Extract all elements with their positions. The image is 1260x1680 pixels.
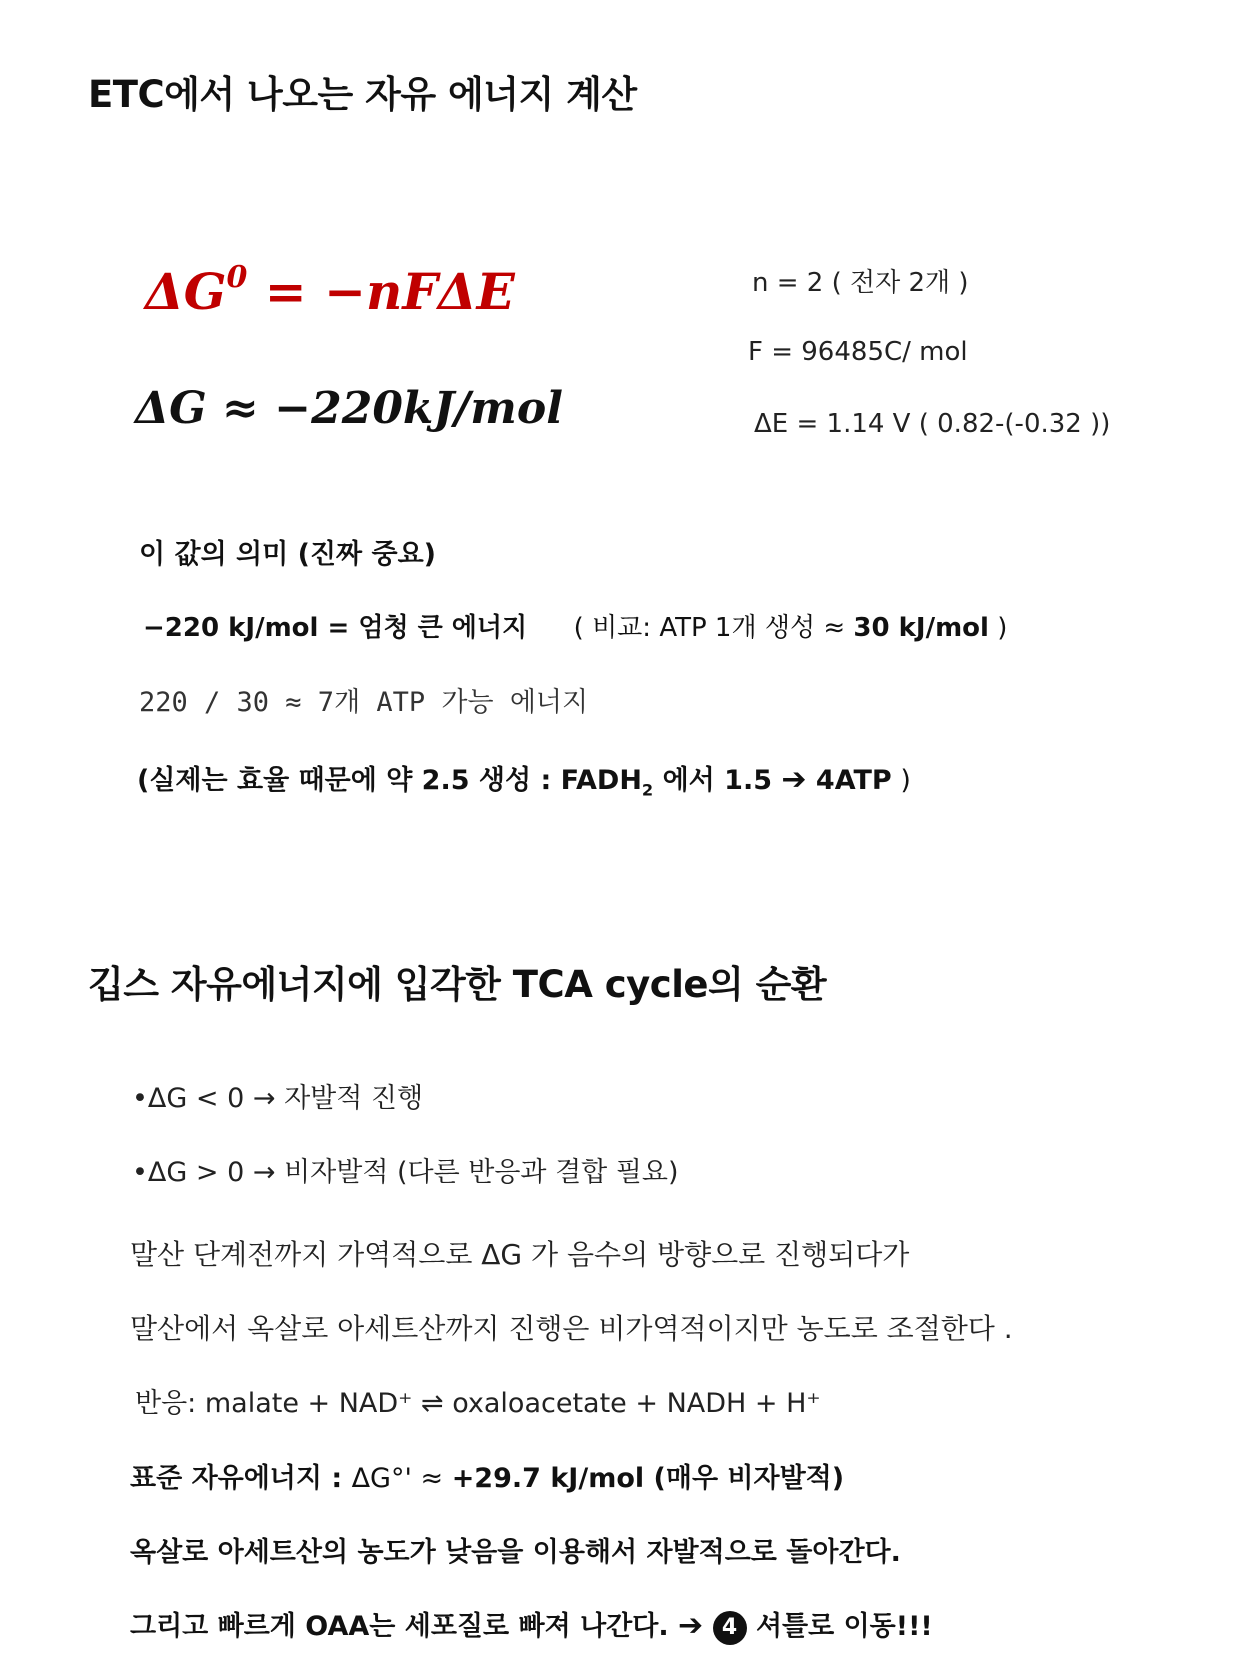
actual-line-b: 에서 1.5 xyxy=(653,765,782,796)
actual-line-sub: 2 xyxy=(641,780,654,800)
equation-main xyxy=(145,262,515,321)
paragraph-1: 말산 단계전까지 가역적으로 ΔG 가 음수의 방향으로 진행되다가 xyxy=(130,1238,910,1271)
circled-number-four-icon: 4 xyxy=(713,1611,747,1645)
right-arrow-icon: ➔ xyxy=(678,1608,704,1643)
equation-main-rhs: = −nFΔE xyxy=(247,262,515,321)
right-arrow-icon: ➔ xyxy=(781,762,807,797)
actual-line-a: (실제는 효율 때문에 약 2.5 생성 : FADH xyxy=(137,765,642,796)
final-line-b: 셔틀로 이동!!! xyxy=(755,1611,933,1642)
section2-heading: 깁스 자유에너지에 입각한 TCA cycle의 순환 xyxy=(88,963,827,1006)
meaning-line1-main: −220 kJ/mol = 엄청 큰 에너지 xyxy=(143,613,528,643)
bullet-negative: •ΔG < 0 → 자발적 진행 xyxy=(132,1083,424,1114)
standard-energy-label: 표준 자유에너지 : xyxy=(130,1463,352,1494)
param-n: n = 2 ( 전자 2개 ) xyxy=(752,268,969,298)
actual-line-d: ) xyxy=(891,765,911,796)
bullet-positive: •ΔG > 0 → 비자발적 (다른 반응과 결합 필요) xyxy=(132,1157,679,1188)
reaction-line: 반응: malate + NAD⁺ ⇌ oxaloacetate + NADH + H⁺ xyxy=(135,1388,821,1419)
meaning-line1-close: ) xyxy=(988,613,1008,643)
calc-line: 220 / 30 ≈ 7개 ATP 가능 에너지 xyxy=(139,687,589,718)
standard-energy-value: +29.7 kJ/mol (매우 비자발적) xyxy=(451,1463,845,1494)
param-delta-e: ΔE = 1.14 V ( 0.82-(-0.32 )) xyxy=(754,409,1111,439)
meaning-line1-compare: ( 비교: ATP 1개 생성 ≈ xyxy=(573,613,854,643)
actual-line-c: 4ATP xyxy=(806,765,892,796)
equation-result: ΔG ≈ −220kJ/mol xyxy=(135,383,563,434)
section1-heading: ETC에서 나오는 자유 에너지 계산 xyxy=(88,73,637,116)
meaning-line1-value: 30 kJ/mol xyxy=(853,613,989,643)
equation-main-lhs: ΔG xyxy=(145,262,227,321)
paragraph-2: 말산에서 옥살로 아세트산까지 진행은 비가역적이지만 농도로 조절한다 . xyxy=(130,1312,1013,1345)
meaning-line1 xyxy=(143,607,1007,644)
actual-line xyxy=(137,758,911,799)
concentration-line: 옥살로 아세트산의 농도가 낮음을 이용해서 자발적으로 돌아간다. xyxy=(130,1537,901,1568)
final-line-a: 그리고 빠르게 OAA는 세포질로 빠져 나간다. xyxy=(130,1611,678,1642)
standard-energy-line xyxy=(130,1456,844,1495)
final-line xyxy=(130,1604,933,1645)
equation-main-sup: 0 xyxy=(226,260,248,296)
param-f: F = 96485C/ mol xyxy=(748,337,968,367)
standard-energy-symbol: ΔG°' ≈ xyxy=(351,1463,452,1494)
meaning-title: 이 값의 의미 (진짜 중요) xyxy=(139,539,437,570)
